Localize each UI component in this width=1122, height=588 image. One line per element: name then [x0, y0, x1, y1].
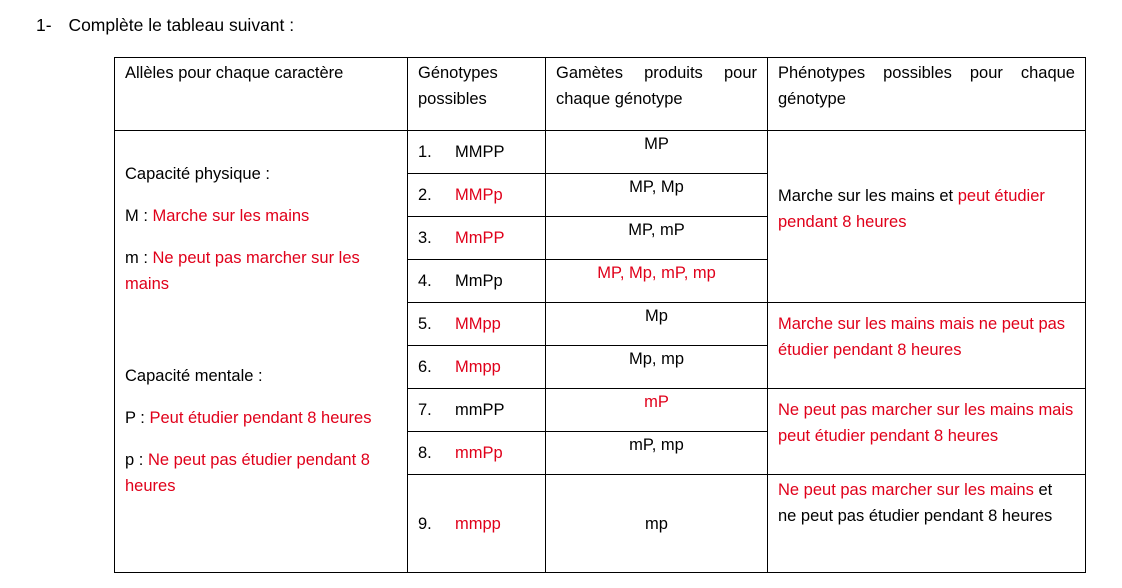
phenotype-cell: Ne peut pas marcher sur les mains et ne peut pas étudier pendant 8 heures: [768, 475, 1086, 573]
genotype-cell: 2. MMPp: [408, 174, 546, 217]
genotype-cell: 7. mmPP: [408, 389, 546, 432]
phenotype-cell: Marche sur les mains et peut étudier pendant 8 heures: [768, 131, 1086, 303]
allele-m: m : Ne peut pas marcher sur les mains: [125, 249, 360, 293]
header-phenotypes: Phénotypes possibles pour chaque génotype: [768, 58, 1086, 131]
header-gametes: Gamètes produits pour chaque génotype: [546, 58, 768, 131]
mental-capacity-title: Capacité mentale :: [125, 367, 263, 385]
gametes-cell: mp: [546, 475, 768, 573]
genotype-cell: 5. MMpp: [408, 303, 546, 346]
gametes-cell: mP: [546, 389, 768, 432]
gametes-cell: MP, Mp: [546, 174, 768, 217]
gametes-cell: mP, mp: [546, 432, 768, 475]
exercise-instruction: Complète le tableau suivant :: [68, 15, 295, 35]
table-row: [115, 131, 1086, 174]
gametes-cell: MP, Mp, mP, mp: [546, 260, 768, 303]
genotype-cell: 6. Mmpp: [408, 346, 546, 389]
gametes-cell: Mp: [546, 303, 768, 346]
gametes-cell: MP: [546, 131, 768, 174]
allele-M: M : Marche sur les mains: [125, 207, 310, 225]
genotype-cell: 3. MmPP: [408, 217, 546, 260]
genetics-table: [114, 57, 1086, 573]
header-genotypes: Génotypes possibles: [408, 58, 546, 131]
exercise-number: 1-: [36, 15, 52, 35]
genotype-cell: 8. mmPp: [408, 432, 546, 475]
header-row: [115, 58, 1086, 131]
allele-p: p : Ne peut pas étudier pendant 8 heures: [125, 451, 370, 495]
physical-capacity-title: Capacité physique :: [125, 165, 270, 183]
gametes-cell: MP, mP: [546, 217, 768, 260]
allele-P: P : Peut étudier pendant 8 heures: [125, 409, 372, 427]
genotype-cell: 1. MMPP: [408, 131, 546, 174]
genotype-cell: 4. MmPp: [408, 260, 546, 303]
phenotype-cell: Marche sur les mains mais ne peut pas étudier pendant 8 heures: [768, 303, 1086, 389]
phenotype-cell: Ne peut pas marcher sur les mains mais peut étudier pendant 8 heures: [768, 389, 1086, 475]
alleles-cell: [115, 131, 408, 573]
header-alleles: Allèles pour chaque caractère: [115, 58, 408, 131]
genotype-cell: 9. mmpp: [408, 475, 546, 573]
exercise-heading: [36, 15, 294, 36]
gametes-cell: Mp, mp: [546, 346, 768, 389]
